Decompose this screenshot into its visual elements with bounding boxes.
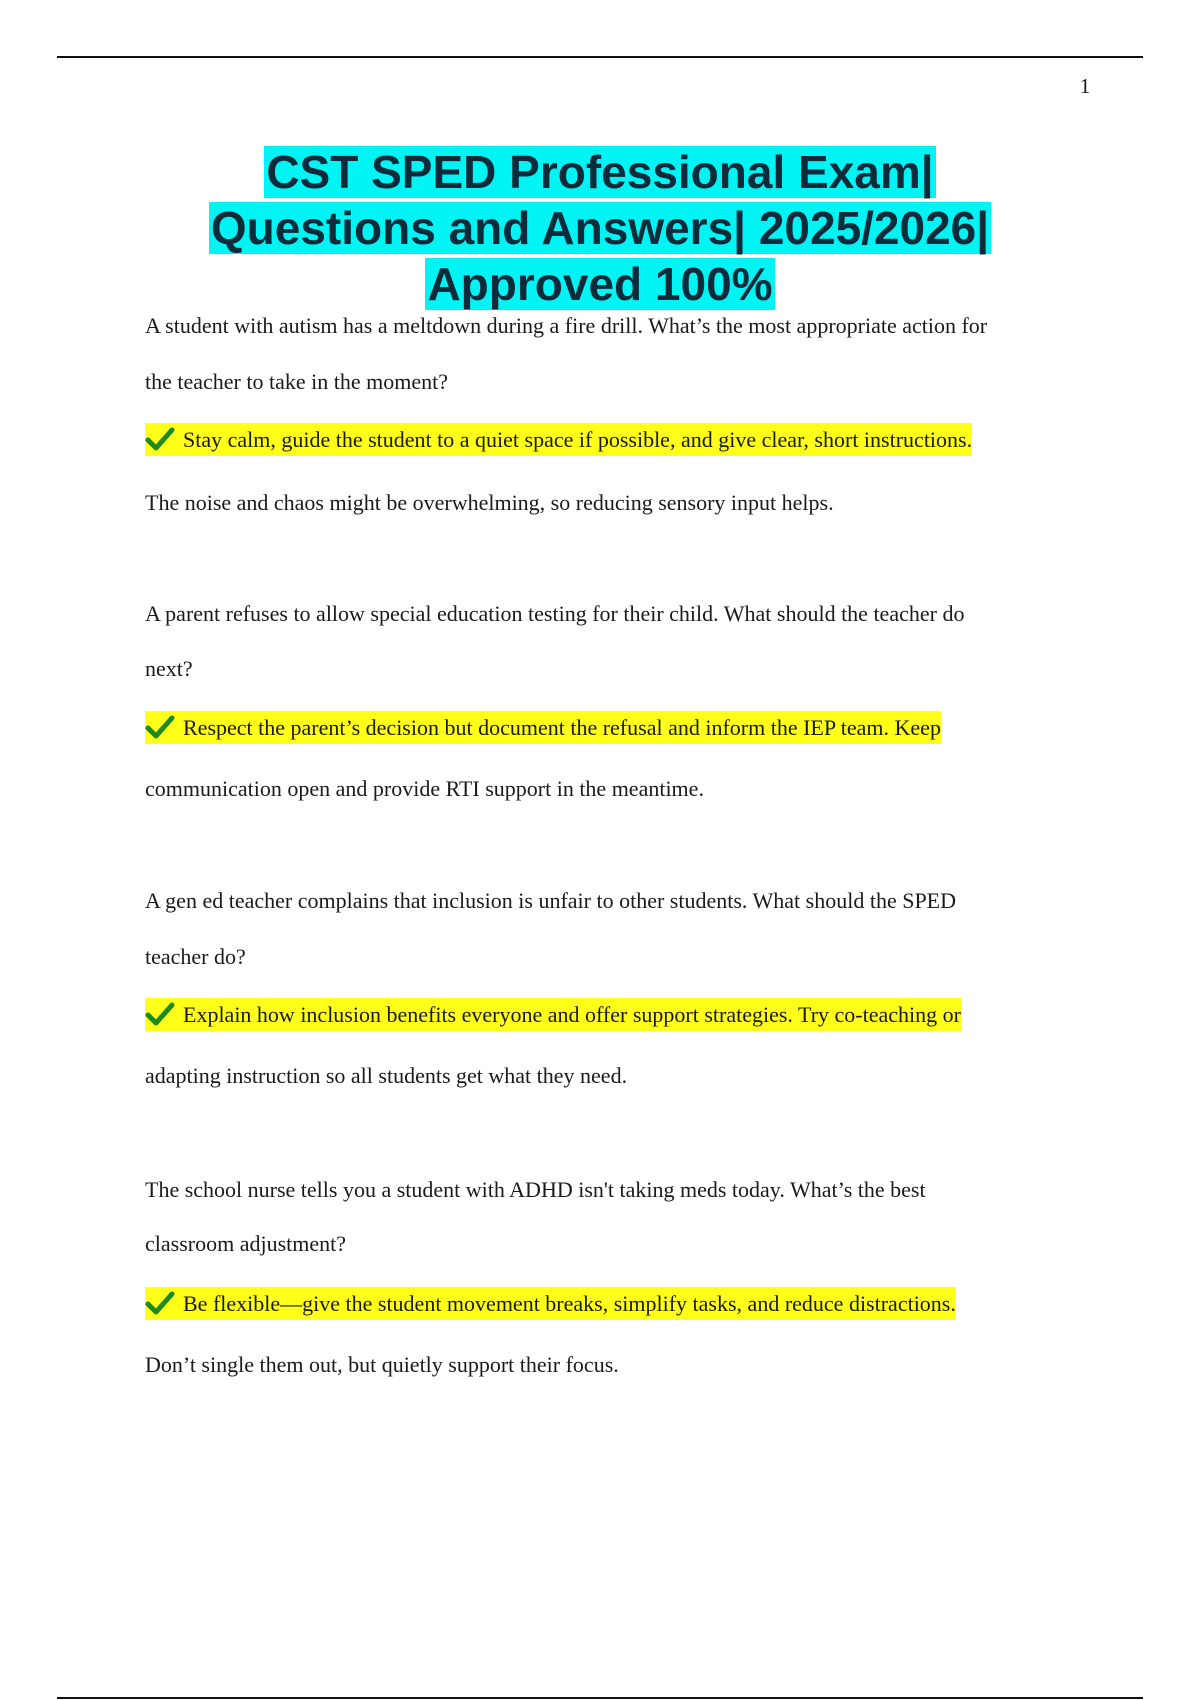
title-line-1: CST SPED Professional Exam| [266,146,934,198]
question-4-line-2: classroom adjustment? [145,1231,347,1256]
question-1-line-2: the teacher to take in the moment? [145,369,448,394]
answer-2-highlight-text: Respect the parent’s decision but document the refusal and inform the IEP team. Keep [183,715,941,740]
title-line-3: Approved 100% [427,258,773,310]
answer-3-highlight [145,998,961,1031]
check-mark-icon [145,1001,175,1027]
question-4-line-1: The school nurse tells you a student with ADHD isn't taking meds today. What’s the best [145,1177,926,1202]
answer-4-highlight-text: Be flexible—give the student movement breaks, simplify tasks, and reduce distractions. [183,1291,956,1316]
answer-1-highlight-text: Stay calm, guide the student to a quiet space if possible, and give clear, short instructions. [183,427,973,452]
header-rule [57,56,1143,58]
answer-4-highlight [145,1287,956,1320]
answer-2 [145,714,1075,742]
answer-2-highlight [145,711,941,744]
page-number: 1 [1079,74,1091,98]
answer-3 [145,1001,1075,1029]
question-3-line-1: A gen ed teacher complains that inclusion is unfair to other students. What should the SPED [145,888,957,913]
question-2-line-1: A parent refuses to allow special education testing for their child. What should the teacher do [145,601,965,626]
answer-1 [145,426,1075,454]
check-mark-icon [145,1290,175,1316]
answer-3-highlight-text: Explain how inclusion benefits everyone and offer support strategies. Try co-teaching or [183,1002,961,1027]
question-1-line-1: A student with autism has a meltdown during a fire drill. What’s the most appropriate action for [145,313,988,338]
footer-rule [57,1697,1143,1699]
question-3-line-2: teacher do? [145,944,246,969]
check-mark-icon [145,426,175,452]
check-mark-icon [145,714,175,740]
title-line-2: Questions and Answers| 2025/2026| [210,202,990,254]
answer-4-rest: Don’t single them out, but quietly support their focus. [145,1352,619,1377]
answer-4 [145,1290,1075,1318]
answer-2-rest: communication open and provide RTI support in the meantime. [145,776,704,801]
answer-3-rest: adapting instruction so all students get what they need. [145,1063,628,1088]
question-2-line-2: next? [145,656,193,681]
document-title [60,144,1140,312]
answer-1-rest: The noise and chaos might be overwhelming, so reducing sensory input helps. [145,490,834,515]
answer-1-highlight [145,423,972,456]
